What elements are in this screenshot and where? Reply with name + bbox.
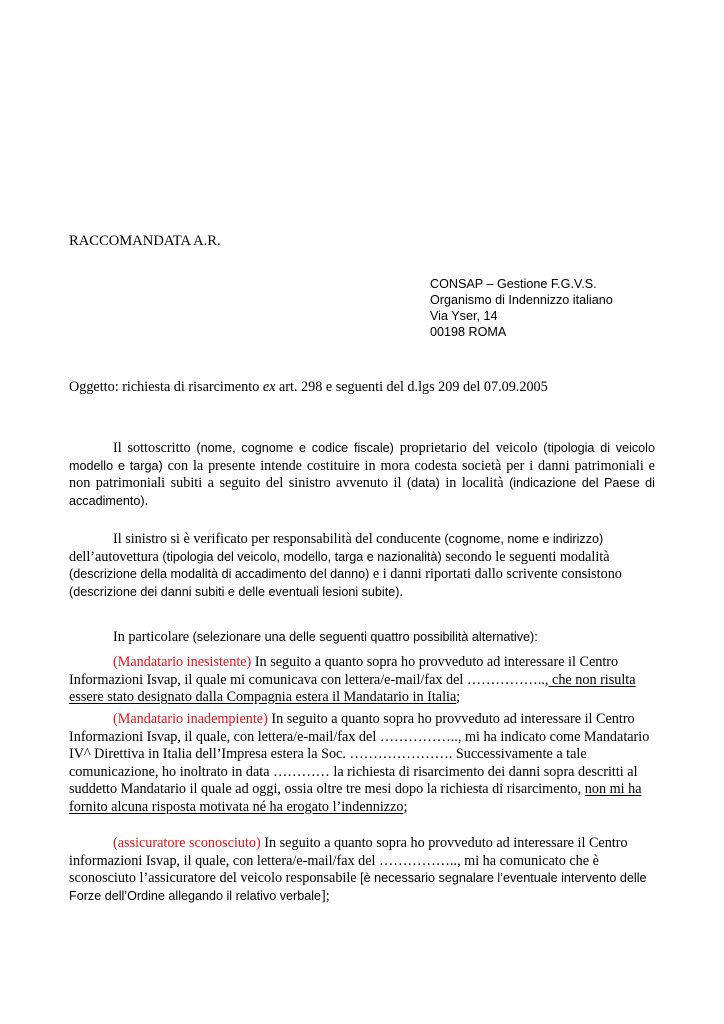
p1-placeholder-date: (data): [406, 476, 440, 490]
recipient-line-1: CONSAP – Gestione F.G.V.S.: [430, 277, 597, 291]
p1-placeholder-vehicle: (tipologia di veicolo modello e targa): [69, 441, 655, 473]
p3-text-a: In particolare: [113, 629, 193, 645]
option-label: (Mandatario inadempiente): [113, 711, 268, 727]
p2-placeholder-modality: (descrizione della modalità di accadimento del danno): [69, 567, 370, 581]
p4-text-a: In seguito a quanto sopra ho provveduto ad interessare il Centro Informazioni Isvap, il quale mi comunicava con lettera/e-mail/fax del ……………..,: [69, 654, 619, 688]
paragraph-options-intro: [69, 629, 669, 647]
p1-text-g: in località: [439, 475, 510, 491]
p6-text-a: In seguito a quanto sopra ho provveduto ad interessare il Centro informazioni Isvap, il quale, con lettera/e-mail/fax del …………….., mi ha comunicato che è sconosciuto l’assicuratore del veicolo responsabile: [69, 835, 628, 886]
p6-text-c: ];: [321, 887, 330, 904]
p2-text-c: dell’autovettura: [69, 548, 163, 565]
p5-underlined-text: non mi ha fornito alcuna risposta motivata né ha erogato l’indennizzo: [69, 781, 642, 815]
option-assicuratore-sconosciuto: [69, 835, 655, 905]
paragraph-accident: [69, 531, 655, 601]
paragraph-owner: [69, 440, 655, 510]
p2-placeholder-driver: (cognome, nome e indirizzo): [444, 532, 604, 546]
subject-ex: ex: [262, 379, 276, 395]
option-mandatario-inesistente: [69, 654, 655, 707]
recipient-line-3: Via Yser, 14: [430, 309, 498, 323]
p3-instruction: (selezionare una delle seguenti quattro possibilità alternative):: [192, 630, 538, 644]
p1-text-a: Il sottoscritto: [113, 440, 197, 456]
subject-prefix: Oggetto: richiesta di risarcimento: [69, 379, 263, 395]
p1-text-c: proprietario del veicolo: [393, 440, 544, 456]
recipient-line-2: Organismo di Indennizzo italiano: [430, 293, 613, 307]
recipient-address: [430, 276, 613, 340]
p4-underlined-text: che non risulta essere stato designato dalla Compagnia estera il Mandatario in Italia: [69, 671, 636, 705]
p1-placeholder-name: (nome, cognome e codice fiscale): [196, 441, 394, 455]
option-label: (assicuratore sconosciuto): [113, 835, 261, 851]
p2-placeholder-vehicle: (tipologia del veicolo, modello, targa e nazionalità): [162, 549, 442, 564]
p2-placeholder-damages: (descrizione dei danni subiti e delle eventuali lesioni subite): [69, 584, 400, 599]
recipient-line-4: 00198 ROMA: [430, 325, 507, 339]
letter-heading: RACCOMANDATA A.R.: [69, 233, 221, 249]
p6-instruction: [è necessario segnalare l’eventuale intervento delle Forze dell’Ordine allegando il relativo verbale: [69, 871, 647, 903]
p2-text-g: e i danni riportati dallo scrivente consistono: [369, 566, 622, 582]
p1-placeholder-country: (indicazione del Paese di accadimento): [69, 476, 655, 508]
p1-text-e: con la presente intende costituire in mora codesta società per i danni patrimoniali e non patrimoniali subiti a seguito del sinistro avvenuto il: [69, 457, 655, 491]
option-label: (Mandatario inesistente): [113, 654, 252, 670]
p2-text-i: .: [399, 583, 403, 600]
p2-text-a: Il sinistro si è verificato per responsabilità del conducente: [113, 531, 445, 547]
option-mandatario-inadempiente: [69, 711, 655, 816]
p1-text-i: .: [144, 492, 149, 509]
subject-suffix: art. 298 e seguenti del d.lgs 209 del 07.09.2005: [275, 379, 548, 395]
p4-text-b: ;: [456, 689, 461, 705]
p2-text-e: secondo le seguenti modalità: [441, 548, 610, 565]
p5-text-a: In seguito a quanto sopra ho provveduto ad interessare il Centro Informazioni Isvap, il quale, con lettera/e-mail/fax del …………….., mi ha indicato come Mandatario IV^ Direttiva in Italia dell’Impresa estera la Soc. …………………. Successivamente a tale comunicazione, ho inoltrato in data ………… la richiesta di risarcimento dei danni sopra descritti al suddetto Mandatario il quale ad oggi, ossia oltre tre mesi dopo la richiesta di risarcimento,: [69, 711, 650, 797]
p5-text-b: ;: [403, 798, 408, 815]
subject-line: [69, 379, 548, 396]
